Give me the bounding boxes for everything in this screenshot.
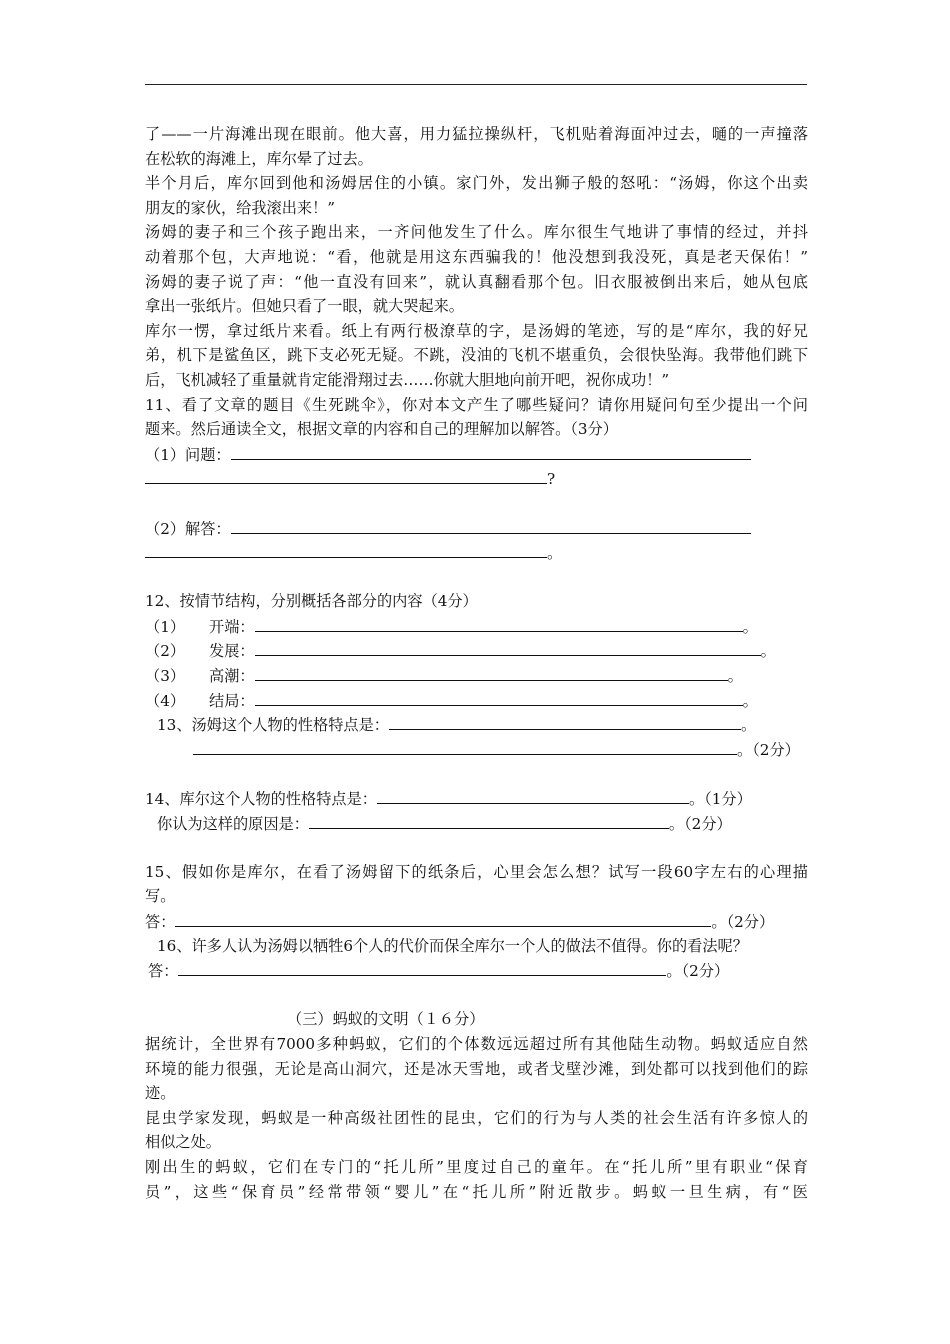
- q13-row: [145, 712, 808, 737]
- q11-prompt-line: 11、看了文章的题目《生死跳伞》，你对本文产生了哪些疑问？请你用疑问句至少提出一个问: [145, 395, 808, 414]
- section-line: 据统计，全世界有7000多种蚂蚁，它们的个体数远远超过所有其他陆生动物。蚂蚁适应自然: [145, 1034, 808, 1053]
- q12-item: [145, 688, 808, 713]
- passage-line: 动着那个包，大声地说：“看，他就是用这东西骗我的！他没想到我没死，真是老天保佑！”: [145, 247, 808, 266]
- header-rule: [145, 84, 807, 85]
- q14-blank-2[interactable]: [309, 811, 669, 829]
- q16-score: 。（2分）: [666, 962, 730, 981]
- section-line: 相似之处。: [145, 1133, 221, 1152]
- q12-item-num: （3）: [145, 667, 186, 686]
- passage-line: 了——一片海滩出现在眼前。他大喜，用力猛拉操纵杆，飞机贴着海面冲过去，嗵的一声撞落: [145, 125, 808, 143]
- q14-score-2: 。（2分）: [668, 814, 732, 833]
- passage-line: 在松软的海滩上，库尔晕了过去。: [145, 149, 373, 168]
- section-line: 迹。: [145, 1084, 176, 1103]
- q11-answer-row: [145, 516, 808, 541]
- q15-answer-blank[interactable]: [175, 909, 711, 927]
- q15-prompt-line: 写。: [145, 887, 176, 906]
- q12-item-label: 发展：: [209, 642, 255, 661]
- q14-label: 14、库尔这个人物的性格特点是：: [145, 790, 377, 809]
- q12-item: [145, 614, 808, 639]
- q16-answer-label: 答：: [148, 962, 179, 981]
- q11-answer-row-2: [145, 540, 808, 565]
- q13-blank-2[interactable]: [193, 737, 737, 755]
- q11-question-row: [145, 442, 808, 467]
- q11-question-label: （1）问题：: [145, 445, 231, 464]
- passage-line: 汤姆的妻子说了声：“他一直没有回来”，就认真翻看那个包。旧衣服被倒出来后，她从包底: [145, 272, 808, 291]
- exam-page-content: [145, 122, 808, 1204]
- q15-answer-label: 答：: [145, 913, 176, 931]
- q12-item-end: 。: [727, 667, 743, 686]
- q16-prompt-line: 16、许多人认为汤姆以牺牲6个人的代价而保全库尔一个人的做法不值得。你的看法呢？: [157, 936, 748, 955]
- passage-line: 朋友的家伙，给我滚出来！”: [145, 198, 336, 217]
- q12-item: [145, 663, 808, 688]
- q12-item-num: （2）: [145, 642, 186, 661]
- q12-item-num: （1）: [145, 617, 186, 636]
- q12-item-blank[interactable]: [255, 638, 761, 656]
- q11-answer-end: 。: [547, 544, 563, 563]
- q12-item-blank[interactable]: [255, 688, 743, 706]
- q11-question-blank[interactable]: [231, 442, 751, 460]
- q12-item-blank[interactable]: [255, 663, 728, 681]
- q12-item-end: 。: [742, 617, 758, 636]
- q11-prompt-line: 题来。然后通读全文，根据文章的内容和自己的理解加以解答。（3分）: [145, 420, 618, 439]
- q11-question-row-2: [145, 466, 808, 491]
- q12-item-num: （4）: [145, 691, 186, 710]
- q13-score: 。（2分）: [737, 740, 800, 759]
- section-line: 员”，这些“保育员”经常带领“婴儿”在“托儿所”附近散步。蚂蚁一旦生病，有“医: [145, 1182, 808, 1201]
- q11-question-blank[interactable]: [145, 466, 547, 484]
- section-title: （三）蚂蚁的文明（１６分）: [287, 1010, 485, 1029]
- q15-prompt-line: 15、假如你是库尔，在看了汤姆留下的纸条后，心里会怎么想？试写一段60字左右的心理描: [145, 862, 808, 881]
- q12-item-label: 高潮：: [209, 667, 255, 686]
- q11-answer-label: （2）解答：: [145, 519, 231, 538]
- q13-end: 。: [740, 716, 757, 735]
- q14-label-2: 你认为这样的原因是：: [157, 814, 309, 833]
- q16-answer-blank[interactable]: [178, 958, 666, 976]
- section-line: 环境的能力很强，无论是高山洞穴，还是冰天雪地，或者戈壁沙滩，到处都可以找到他们的踪: [145, 1059, 808, 1078]
- q16-answer-row: [145, 958, 808, 983]
- q11-question-end: ?: [547, 470, 556, 489]
- q12-item-end: 。: [760, 642, 776, 661]
- section-line: 刚出生的蚂蚁，它们在专门的“托儿所”里度过自己的童年。在“托儿所”里有职业“保育: [145, 1157, 808, 1176]
- q11-answer-blank[interactable]: [145, 540, 547, 558]
- section-line: 昆虫学家发现，蚂蚁是一种高级社团性的昆虫，它们的行为与人类的社会生活有许多惊人的: [145, 1108, 808, 1127]
- q13-blank[interactable]: [389, 712, 741, 730]
- q14-score: 。（1分）: [688, 790, 752, 809]
- q12-item-label: 结局：: [209, 691, 255, 710]
- q12-title: 12、按情节结构，分别概括各部分的内容（4分）: [145, 592, 478, 611]
- q13-row-2: [145, 737, 808, 762]
- passage-line: 弟，机下是鲨鱼区，跳下支必死无疑。不跳，没油的飞机不堪重负，会很快坠海。我带他们跳下: [145, 346, 808, 365]
- passage-line: 拿出一张纸片。但她只看了一眼，就大哭起来。: [145, 297, 464, 316]
- passage-line: 半个月后，库尔回到他和汤姆居住的小镇。家门外，发出狮子般的怒吼：“汤姆，你这个出卖: [145, 174, 808, 193]
- q12-item-end: 。: [742, 691, 758, 710]
- q12-item-label: 开端：: [209, 617, 255, 636]
- q12-item-blank[interactable]: [255, 614, 743, 632]
- q15-score: 。（2分）: [711, 913, 775, 931]
- q15-answer-row: [145, 909, 808, 934]
- q13-label: 13、汤姆这个人物的性格特点是：: [157, 716, 389, 735]
- q14-row: [145, 786, 808, 811]
- q14-blank[interactable]: [377, 786, 689, 804]
- q14-row-2: [145, 811, 808, 836]
- passage-line: 汤姆的妻子和三个孩子跑出来，一齐问他发生了什么。库尔很生气地讲了事情的经过，并抖: [145, 223, 808, 242]
- passage-line: 后，飞机减轻了重量就肯定能滑翔过去……你就大胆地向前开吧，祝你成功！”: [145, 370, 670, 389]
- q11-answer-blank[interactable]: [231, 516, 751, 534]
- passage-line: 库尔一愣，拿过纸片来看。纸上有两行极潦草的字，是汤姆的笔迹，写的是“库尔，我的好兄: [145, 321, 808, 340]
- q12-item: [145, 638, 808, 663]
